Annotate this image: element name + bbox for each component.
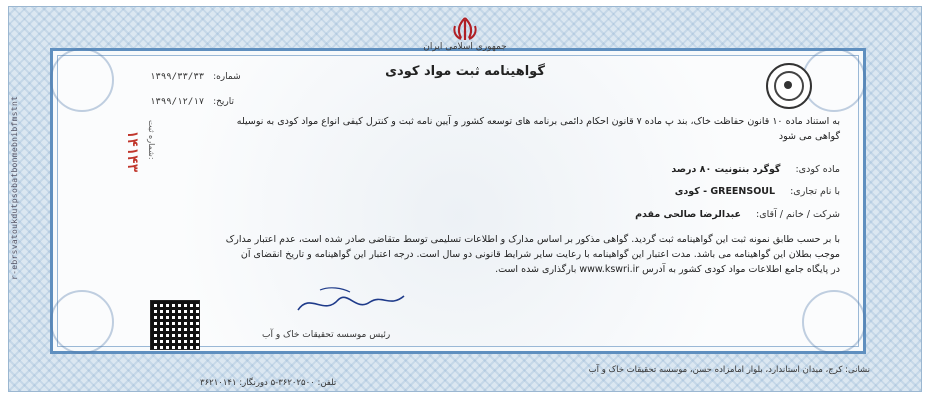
emblem-icon xyxy=(447,16,483,42)
corner-ornament xyxy=(802,290,866,354)
institute-logo xyxy=(766,63,812,109)
terms-line-2: موجب بطلان این گواهینامه می باشد. مدت اعتبار این گواهینامه با رعایت سایر شرایط قانونی دو سال است. درجه اعتبار این گواهینامه و تاریخ انقضای آن xyxy=(240,249,840,260)
certificate-date xyxy=(150,97,234,107)
emblem-caption: جمهوری اسلامی ایران xyxy=(423,42,507,52)
registration-number: ۱۴۱۴۳ xyxy=(124,130,140,173)
company-field xyxy=(175,207,840,222)
company-label: شرکت / خانم / آقای: xyxy=(756,209,840,220)
signature-caption: رئیس موسسه تحقیقات خاک و آب xyxy=(262,330,391,340)
material-label: ماده کودی: xyxy=(795,164,840,175)
side-vertical-text: r-ebrsvatoukdutpsobatbonmebnibfmstnt xyxy=(10,95,19,280)
material-field xyxy=(175,162,840,177)
intro-line-continuation: گواهی می شود xyxy=(778,131,840,142)
national-emblem xyxy=(410,16,520,70)
signature-image xyxy=(290,282,410,322)
corner-ornament xyxy=(50,48,114,112)
terms-line-1: با بر حسب طابق نمونه ثبت این گواهینامه ثبت گردید. گواهی مذکور بر اساس مدارک و اطلاعات تسلیمی توسط متقاضی صادر شده است، عدم اعتبار مدارک xyxy=(225,234,840,245)
company-value: عبدالرضا صالحی مقدم xyxy=(635,209,741,220)
intro-line: به استناد ماده ۱۰ قانون حفاظت خاک، بند پ ماده ۷ قانون احکام دائمی برنامه های توسعه کشور و آیین نامه ثبت و کنترل کیفی انواع مواد کودی به نوسیله xyxy=(236,116,840,127)
intro-paragraph xyxy=(175,114,840,144)
date-value: ۱۳۹۹/۱۲/۱۷ xyxy=(150,97,205,107)
trade-name-field xyxy=(175,184,840,199)
date-label: تاریخ: xyxy=(213,97,235,107)
terms-paragraph xyxy=(175,232,840,277)
qr-code xyxy=(150,300,200,350)
corner-ornament xyxy=(802,48,866,112)
material-value: گوگرد بنتونیت ۸۰ درصد xyxy=(671,164,781,175)
footer-address: نشانی: کرج، میدان استاندارد، بلوار امامزاده حسن، موسسه تحقیقات خاک و آب xyxy=(588,365,870,375)
certificate-number xyxy=(150,72,241,82)
trade-value: GREENSOUL - کودی xyxy=(674,186,776,197)
certificate-title: گواهینامه ثبت مواد کودی xyxy=(385,64,545,79)
trade-label: با نام تجاری: xyxy=(790,186,840,197)
number-value: ۱۳۹۹/۳۳/۳۳ xyxy=(150,72,205,82)
footer-phone: تلفن: ۳۶۲۰۲۵۰۰-۵ دورنگار: ۳۶۲۱۰۱۴۱ xyxy=(200,378,337,388)
registration-label: شماره ثبت: xyxy=(147,120,156,160)
corner-ornament xyxy=(50,290,114,354)
number-label: شماره: xyxy=(213,72,241,82)
terms-line-3: در پایگاه جامع اطلاعات مواد کودی کشور به آدرس www.kswri.ir بارگذاری شده است. xyxy=(495,264,840,275)
